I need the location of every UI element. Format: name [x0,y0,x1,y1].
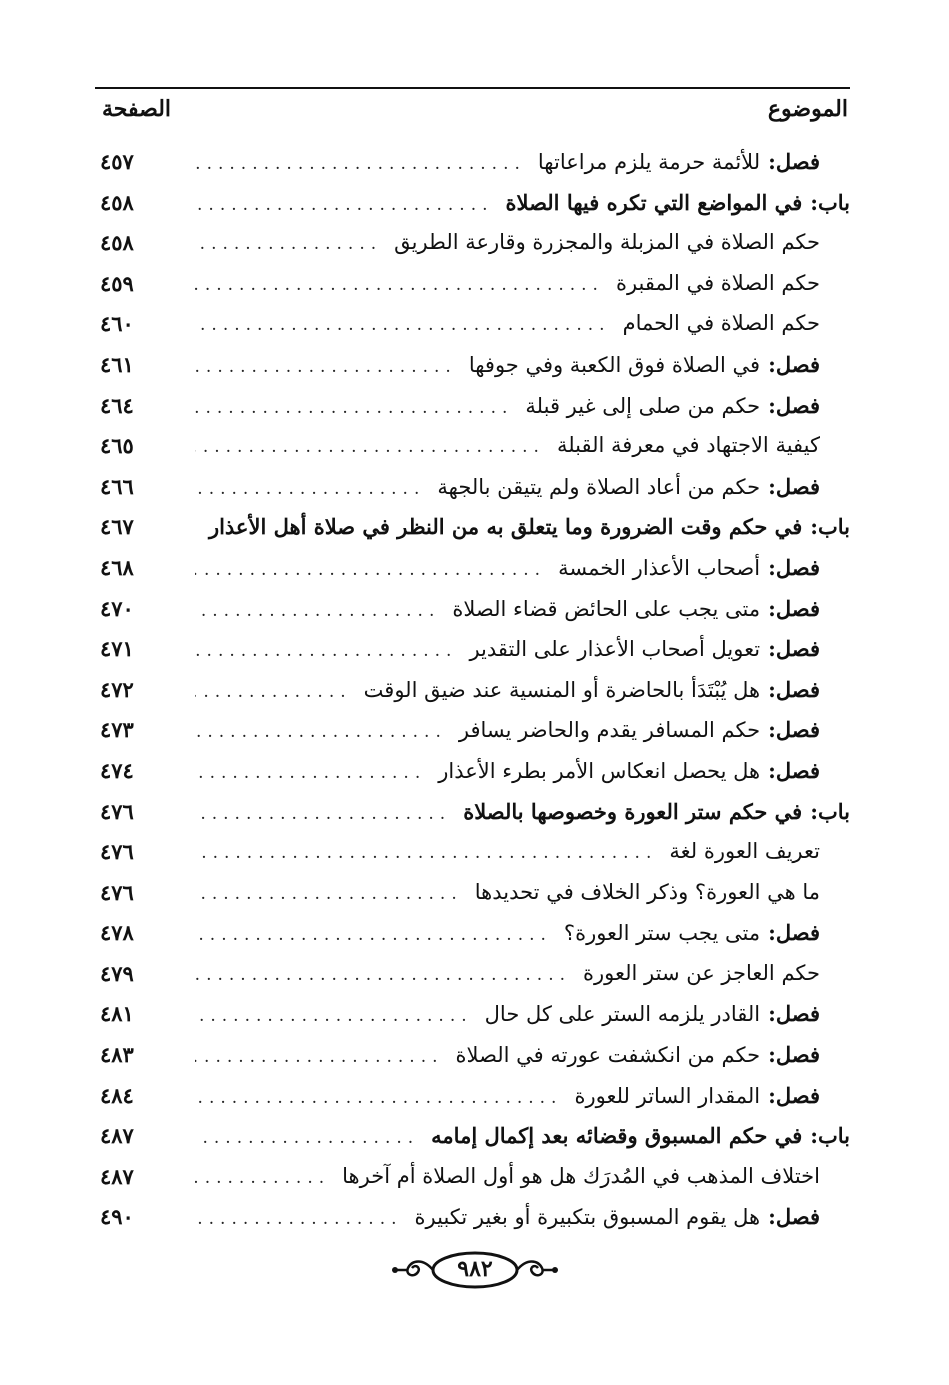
toc-entry [100,874,850,915]
entry-kind-label: فصل: [768,554,820,580]
entry-kind-label: باب: [810,189,850,215]
entry-title: متى يجب على الحائض قضاء الصلاة [452,596,761,621]
entry-page-number: ٤٦٨ [100,554,134,580]
entry-title: حكم الصلاة في الحمام [622,311,820,336]
toc-entry-text [195,636,820,661]
toc-entry [100,752,850,793]
toc-entry-text [195,352,820,377]
entry-title: المقدار الساتر للعورة [574,1083,761,1108]
toc-entry [100,305,850,346]
entry-title: في حكم وقت الضرورة وما يتعلق به من النظر في صلاة أهل الأعذار [208,514,803,540]
entry-page-number: ٤٦٦ [100,473,134,499]
entry-kind-label: باب: [810,514,850,540]
toc-entry [100,671,850,712]
entry-title: في المواضع التي تكره فيها الصلاة [505,189,803,215]
table-header [100,96,850,136]
entry-title: حكم الصلاة في المزبلة والمجزرة وقارعة الطريق [394,230,820,255]
dot-leader [195,925,552,945]
toc-entry [100,1077,850,1118]
toc-entry [100,590,850,631]
entry-kind-label: فصل: [768,920,820,946]
dot-leader [195,1006,473,1026]
toc-entry [100,549,850,590]
entry-title: حكم الصلاة في المقبرة [615,270,820,295]
entry-kind-label: فصل: [768,149,820,174]
entry-kind-label: باب: [810,1123,850,1149]
dot-leader [195,398,513,418]
toc-entry-text [195,717,820,742]
entry-kind-label: فصل: [768,1001,820,1027]
dot-leader [195,1168,330,1188]
entry-page-number: ٤٧٢ [100,676,134,702]
dot-leader [195,519,197,539]
entry-page-number: ٤٨٧ [100,1123,134,1149]
entry-kind-label: فصل: [768,1082,820,1108]
toc-entry [100,833,850,874]
toc-entry-text [195,230,820,254]
entry-kind-label: فصل: [768,392,820,418]
dot-leader [195,315,611,335]
page-number: ٩٨٢ [457,1256,493,1282]
toc-entry [100,184,850,225]
toc-entry-text [195,920,820,945]
entry-kind-label: فصل: [768,595,820,621]
toc-entry [100,1117,850,1158]
entry-page-number: ٤٧٤ [100,757,134,783]
dot-leader [195,1047,444,1067]
entry-kind-label: فصل: [768,351,820,377]
entry-title: تعريف العورة لغة [669,839,820,864]
toc-entry-text [195,1164,820,1188]
toc-entry [100,1036,850,1077]
entry-page-number: ٤٧٩ [100,960,134,986]
entry-page-number: ٤٨٤ [100,1082,134,1108]
dot-leader [195,479,425,499]
toc-entry [100,914,850,955]
entry-page-number: ٤٦٠ [100,311,134,337]
topic-column-heading: الموضوع [767,96,848,122]
entry-kind-label: فصل: [768,636,820,662]
entry-page-number: ٤٨٧ [100,1163,134,1189]
toc-entry-text [195,677,820,702]
toc-entry-text [195,799,850,824]
entry-title: القادر يلزمه الستر على كل حال [484,1002,761,1027]
toc-entry-text [195,1042,820,1067]
entry-page-number: ٤٧٦ [100,839,134,865]
toc-entry [100,427,850,468]
toc-entry [100,387,850,428]
entry-kind-label: فصل: [768,717,820,743]
toc-entry-text [195,393,820,418]
entry-title: في حكم المسبوق وقضائه بعد إكمال إمامه [431,1123,803,1149]
dot-leader [195,195,494,215]
dot-leader [195,234,382,254]
dot-leader [195,884,463,904]
toc-entry [100,265,850,306]
entry-kind-label: باب: [810,798,850,824]
toc-entry [100,630,850,671]
dot-leader [195,275,604,295]
entry-page-number: ٤٧٦ [100,798,134,824]
toc-entry [100,346,850,387]
table-of-contents [100,143,850,1239]
entry-title: كيفية الاجتهاد في معرفة القبلة [556,433,820,458]
entry-title: أصحاب الأعذار الخمسة [558,555,761,580]
toc-entry-text [195,311,820,335]
dot-leader [195,843,657,863]
toc-entry [100,143,850,184]
dot-leader [195,763,426,783]
dot-leader [195,1128,419,1148]
dot-leader [195,682,352,702]
header-rule [95,87,850,89]
toc-entry-text [195,1001,820,1026]
toc-entry-text [195,758,820,783]
entry-page-number: ٤٧١ [100,636,134,662]
toc-entry [100,224,850,265]
toc-entry-text [195,839,820,863]
dot-leader [195,437,545,457]
entry-page-number: ٤٦٧ [100,514,134,540]
entry-title: حكم المسافر يقدم والحاضر يسافر [458,718,761,743]
entry-kind-label: فصل: [768,473,820,499]
page-footer [0,1248,949,1294]
dot-leader [195,641,457,661]
entry-page-number: ٤٥٩ [100,270,134,296]
toc-entry-text [195,149,820,174]
entry-page-number: ٤٦١ [100,351,134,377]
toc-entry-text [195,190,850,215]
entry-page-number: ٤٥٨ [100,230,134,256]
entry-kind-label: فصل: [768,676,820,702]
toc-entry-text [195,1123,850,1148]
page-column-heading: الصفحة [102,96,172,122]
toc-entry [100,1158,850,1199]
entry-title: هل يُبْتَدَأ بالحاضرة أو المنسية عند ضيق الوقت [363,677,761,702]
toc-entry [100,508,850,549]
entry-title: اختلاف المذهب في المُدرَك هل هو أول الصلاة أم آخرها [342,1163,820,1188]
entry-title: للأئمة حرمة يلزم مراعاتها [537,150,761,174]
toc-entry-text [195,514,850,539]
toc-entry [100,468,850,509]
entry-page-number: ٤٧٨ [100,920,134,946]
entry-title: متى يجب ستر العورة؟ [563,921,761,946]
toc-entry-text [195,555,820,580]
toc-entry [100,793,850,834]
entry-page-number: ٤٨٣ [100,1042,134,1068]
entry-page-number: ٤٧٠ [100,595,134,621]
toc-entry-text [195,474,820,499]
toc-entry-text [195,1204,820,1229]
toc-entry [100,711,850,752]
toc-entry-text [195,596,820,621]
entry-kind-label: فصل: [768,1042,820,1068]
entry-page-number: ٤٩٠ [100,1204,134,1230]
dot-leader [195,722,447,742]
entry-title: ما هي العورة؟ وذكر الخلاف في تحديدها [474,879,820,904]
entry-title: هل يحصل انعكاس الأمر بطرء الأعذار [438,758,761,783]
toc-entry-text [195,961,820,985]
entry-page-number: ٤٥٧ [100,149,134,174]
toc-entry [100,995,850,1036]
entry-kind-label: فصل: [768,757,820,783]
dot-leader [195,560,546,580]
dot-leader [195,357,457,377]
entry-title: حكم من انكشفت عورته في الصلاة [455,1043,761,1068]
toc-entry-text [195,880,820,904]
entry-title: تعويل أصحاب الأعذار على التقدير [469,637,761,662]
entry-page-number: ٤٧٦ [100,879,134,905]
entry-page-number: ٤٧٣ [100,717,134,743]
entry-page-number: ٤٦٥ [100,433,134,459]
entry-page-number: ٤٨١ [100,1001,134,1027]
entry-title: حكم من صلى إلى غير قبلة [525,393,761,418]
entry-page-number: ٤٦٤ [100,392,134,418]
dot-leader [195,804,451,824]
entry-kind-label: فصل: [768,1204,820,1230]
dot-leader [195,154,526,174]
dot-leader [195,965,571,985]
entry-title: في الصلاة فوق الكعبة وفي جوفها [468,352,761,377]
toc-entry [100,955,850,996]
entry-title: هل يقوم المسبوق بتكبيرة أو بغير تكبيرة [414,1205,761,1230]
toc-entry-text [195,271,820,295]
toc-entry-text [195,1083,820,1108]
toc-entry [100,1198,850,1239]
entry-page-number: ٤٥٨ [100,189,134,215]
dot-leader [195,1209,403,1229]
entry-title: حكم من أعاد الصلاة ولم يتيقن بالجهة [437,474,761,499]
entry-title: في حكم ستر العورة وخصوصها بالصلاة [463,798,803,824]
entry-title: حكم العاجز عن ستر العورة [583,960,820,985]
dot-leader [195,601,440,621]
dot-leader [195,1088,562,1108]
toc-entry-text [195,433,820,457]
